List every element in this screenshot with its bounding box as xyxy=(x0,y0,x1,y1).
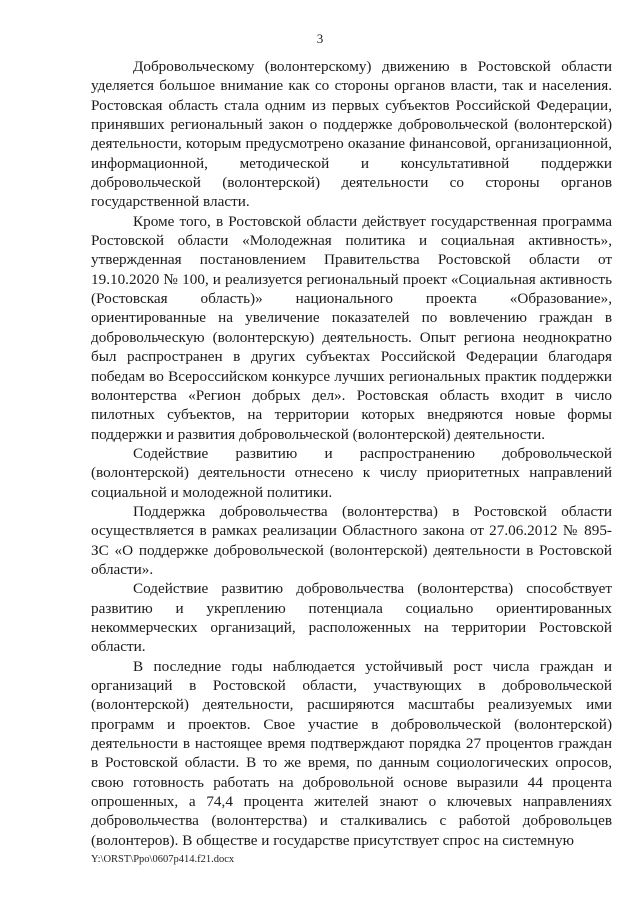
footer-file-path: Y:\ORST\Ppo\0607p414.f21.docx xyxy=(91,854,235,865)
page-number: 3 xyxy=(316,31,324,46)
paragraph-regional-law: Поддержка добровольчества (волонтерства) в Ростовской области осуществляется в рамках реализации Областного закона от 27.06.2012 № 895-ЗС «О поддержке добровольческой (волонтерской) деятельности в Ростовской области». xyxy=(91,502,612,578)
paragraph-growth-statistics: В последние годы наблюдается устойчивый рост числа граждан и организаций в Ростовской области, участвующих в добровольческой (волонтерской) деятельности, расширяются масштабы реализуемых ими программ и проектов. Свое участие в добровольческой (волонтерской) деятельности в настоящее время подтверждают порядка 27 процентов граждан в Ростовской области. В то же время, по данным социологических опросов, свою готовность работать на добровольной основе выразили 44 процента опрошенных, а 74,4 процента жителей знают о ключевых направлениях добровольчества (волонтерства) и сталкивались с работой добровольцев (волонтеров). В обществе и государстве присутствует спрос на системную xyxy=(91,657,612,849)
document-body xyxy=(91,57,612,850)
paragraph-priority-directions: Содействие развитию и распространению добровольческой (волонтерской) деятельности отнесено к числу приоритетных направлений социальной и молодежной политики. xyxy=(91,444,612,501)
paragraph-state-program: Кроме того, в Ростовской области действует государственная программа Ростовской области «Молодежная политика и социальная активность», утвержденная постановлением Правительства Ростовской области от 19.10.2020 № 100, и реализуется региональный проект «Социальная активность (Ростовская область)» национального проекта «Образование», ориентированные на увеличение показателей по вовлечению граждан в добровольческую (волонтерскую) деятельность. Опыт региона неоднократно был распространен в других субъектах Российской Федерации благодаря победам во Всероссийском конкурсе лучших региональных практик поддержки волонтерства «Регион добрых дел». Ростовская область входит в число пилотных субъектов, на территории которых внедряются новые формы поддержки и развития добровольческой (волонтерской) деятельности. xyxy=(91,212,612,443)
paragraph-volunteer-movement: Добровольческому (волонтерскому) движению в Ростовской области уделяется большое внимание как со стороны органов власти, так и населения. Ростовская область стала одним из первых субъектов Российской Федерации, принявших региональный закон о поддержке добровольческой (волонтерской) деятельности, которым предусмотрено оказание финансовой, организационной, информационной, методической и консультативной поддержки добровольческой (волонтерской) деятельности со стороны органов государственной власти. xyxy=(91,58,612,211)
paragraph-nko-support: Содействие развитию добровольчества (волонтерства) способствует развитию и укреплению потенциала социально ориентированных некоммерческих организаций, расположенных на территории Ростовской области. xyxy=(91,580,612,656)
